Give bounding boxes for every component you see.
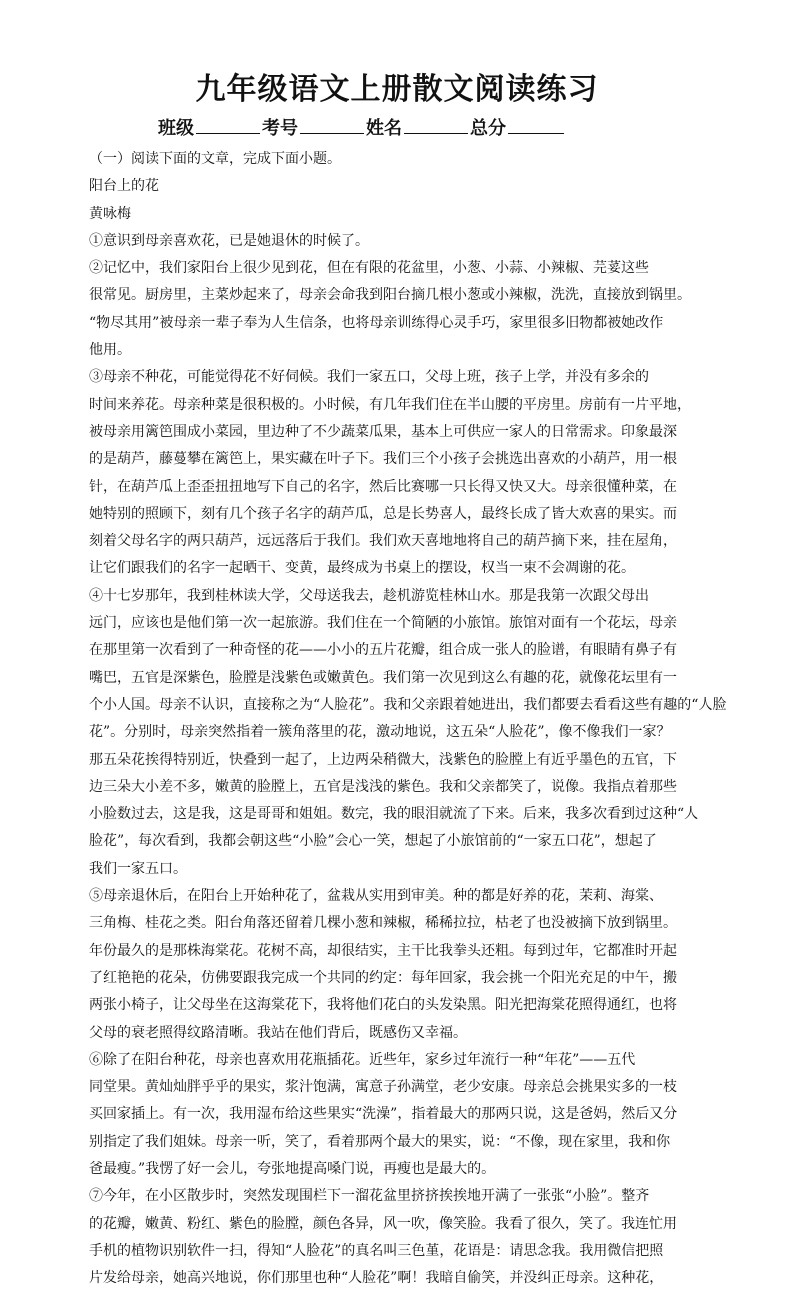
article-line: 三角梅、桂花之类。阳台角落还留着几棵小葱和辣椒，稀稀拉拉，枯老了也没被摘下放到锅里。 xyxy=(89,915,677,932)
article-line: 他用。 xyxy=(89,342,131,359)
article-line: 她特别的照顾下，刻有几个孩子名字的葫芦瓜，总是长势喜人，最终长成了皆大欢喜的果实。而 xyxy=(89,505,677,522)
article-line: 脸花”，每次看到，我都会朝这些“小脸”会心一笑，想起了小旅馆前的“一家五口花”，想起了 xyxy=(89,833,657,850)
article-line: 我们一家五口。 xyxy=(89,860,187,877)
article-line: ②记忆中，我们家阳台上很少见到花，但在有限的花盆里，小葱、小蒜、小辣椒、芫荽这些 xyxy=(89,260,649,277)
article-line: 同堂果。黄灿灿胖乎乎的果实，浆汁饱满，寓意子孙满堂，老少安康。母亲总会挑果实多的一枝 xyxy=(89,1079,677,1096)
article-line: 了红艳艳的花朵，仿佛要跟我完成一个共同的约定：每年回家，我会挑一个阳光充足的中午，搬 xyxy=(89,969,677,986)
article-line: 小脸数过去，这是我，这是哥哥和姐姐。数完，我的眼泪就流了下来。后来，我多次看到过这种“人 xyxy=(89,806,699,823)
article-line: ⑥除了在阳台种花，母亲也喜欢用花瓶插花。近些年，家乡过年流行一种“年花”——五代 xyxy=(89,1051,636,1068)
article-line: ③母亲不种花，可能觉得花不好伺候。我们一家五口，父母上班，孩子上学，并没有多余的 xyxy=(89,369,649,386)
article-line: 手机的植物识别软件一扫，得知“人脸花”的真名叫三色堇，花语是：请思念我。我用微信把照 xyxy=(89,1242,664,1259)
article-lines xyxy=(89,228,733,1292)
article-line: 让它们跟我们的名字一起晒干、变黄，最终成为书桌上的摆设，权当一束不会凋谢的花。 xyxy=(89,560,635,577)
class-label: 班级 xyxy=(158,118,194,139)
article-line: 个小人国。母亲不认识，直接称之为“人脸花”。我和父亲跟着她进出，我们都要去看看这些有趣的“人脸 xyxy=(89,696,727,713)
exam-no-blank xyxy=(300,115,364,134)
article-line: 那五朵花挨得特别近，快叠到一起了，上边两朵稍微大，浅紫色的脸膛上有近乎墨色的五官，下 xyxy=(89,751,677,768)
article-line: 远门，应该也是他们第一次一起旅游。我们住在一个简陋的小旅馆。旅馆对面有一个花坛，母亲 xyxy=(89,615,677,632)
page-title: 九年级语文上册散文阅读练习 xyxy=(195,72,599,107)
article-line: 针，在葫芦瓜上歪歪扭扭地写下自己的名字，然后比赛哪一只长得又快又大。母亲很懂种菜，在 xyxy=(89,478,677,495)
article-line: 买回家插上。有一次，我用湿布给这些果实“洗澡”，指着最大的那两只说，这是爸妈，然后又分 xyxy=(89,1106,678,1123)
score-label: 总分 xyxy=(470,118,506,139)
article-line: ⑤母亲退休后，在阳台上开始种花了，盆栽从实用到审美。种的都是好养的花，茉莉、海棠、 xyxy=(89,888,663,905)
article-line: 花”。分别时，母亲突然指着一簇角落里的花，激动地说，这五朵“人脸花”，像不像我们一家？ xyxy=(89,724,671,741)
class-blank xyxy=(196,115,260,134)
student-info-row xyxy=(158,114,566,140)
article-line: 别指定了我们姐妹。母亲一听，笑了，看着那两个最大的果实，说：“不像，现在家里，我和你 xyxy=(89,1133,671,1150)
article-line: ⑦今年，在小区散步时，突然发现围栏下一溜花盆里挤挤挨挨地开满了一张张“小脸”。整齐 xyxy=(89,1188,650,1205)
article-line: 被母亲用篱笆围成小菜园，里边种了不少蔬菜瓜果，基本上可供应一家人的日常需求。印象最深 xyxy=(89,423,677,440)
article-line: 的是葫芦，藤蔓攀在篱笆上，果实藏在叶子下。我们三个小孩子会挑选出喜欢的小葫芦，用一根 xyxy=(89,451,677,468)
article-line: 刻着父母名字的两只葫芦，远远落后于我们。我们欢天喜地地将自己的葫芦摘下来，挂在屋角， xyxy=(89,533,677,550)
article-title: 阳台上的花 xyxy=(89,178,159,195)
article-body xyxy=(89,146,733,1292)
article-line: 父母的衰老照得纹路清晰。我站在他们背后，既感伤又幸福。 xyxy=(89,1024,467,1041)
name-label: 姓名 xyxy=(366,118,402,139)
article-line: 年份最久的是那株海棠花。花树不高，却很结实，主干比我拳头还粗。每到过年，它都准时开起 xyxy=(89,942,677,959)
score-blank xyxy=(508,115,564,134)
exam-no-label: 考号 xyxy=(262,118,298,139)
article-line: ①意识到母亲喜欢花，已是她退休的时候了。 xyxy=(89,232,369,249)
article-line: “物尽其用”被母亲一辈子奉为人生信条，也将母亲训练得心灵手巧，家里很多旧物都被她改作 xyxy=(89,314,664,331)
article-author: 黄咏梅 xyxy=(89,205,131,222)
article-line: 爸最瘦。”我愣了好一会儿，夸张地提高嗓门说，再瘦也是最大的。 xyxy=(89,1160,496,1177)
article-line: ④十七岁那年，我到桂林读大学，父母送我去，趁机游览桂林山水。那是我第一次跟父母出 xyxy=(89,587,649,604)
article-line: 边三朵大小差不多，嫩黄的脸膛上，五官是浅浅的紫色。我和父亲都笑了，说像。我指点着那些 xyxy=(89,778,677,795)
article-line: 嘴巴，五官是深紫色，脸膛是浅紫色或嫩黄色。我们第一次见到这么有趣的花，就像花坛里有一 xyxy=(89,669,677,686)
article-line: 两张小椅子，让父母坐在这海棠花下，我将他们花白的头发染黑。阳光把海棠花照得通红，也将 xyxy=(89,997,677,1014)
article-line: 的花瓣，嫩黄、粉红、紫色的脸膛，颜色各异，风一吹，像笑脸。我看了很久，笑了。我连忙用 xyxy=(89,1215,677,1232)
article-line: 片发给母亲，她高兴地说，你们那里也种“人脸花”啊！我暗自偷笑，并没纠正母亲。这种花， xyxy=(89,1270,664,1287)
article-line: 很常见。厨房里，主菜炒起来了，母亲会命我到阳台摘几根小葱或小辣椒，洗洗，直接放到锅里。 xyxy=(89,287,691,304)
name-blank xyxy=(404,115,468,134)
article-line: 在那里第一次看到了一种奇怪的花——小小的五片花瓣，组合成一张人的脸谱，有眼睛有鼻子有 xyxy=(89,642,677,659)
instruction: （一）阅读下面的文章，完成下面小题。 xyxy=(89,151,341,167)
article-line: 时间来养花。母亲种菜是很积极的。小时候，有几年我们住在半山腰的平房里。房前有一片平地， xyxy=(89,396,691,413)
